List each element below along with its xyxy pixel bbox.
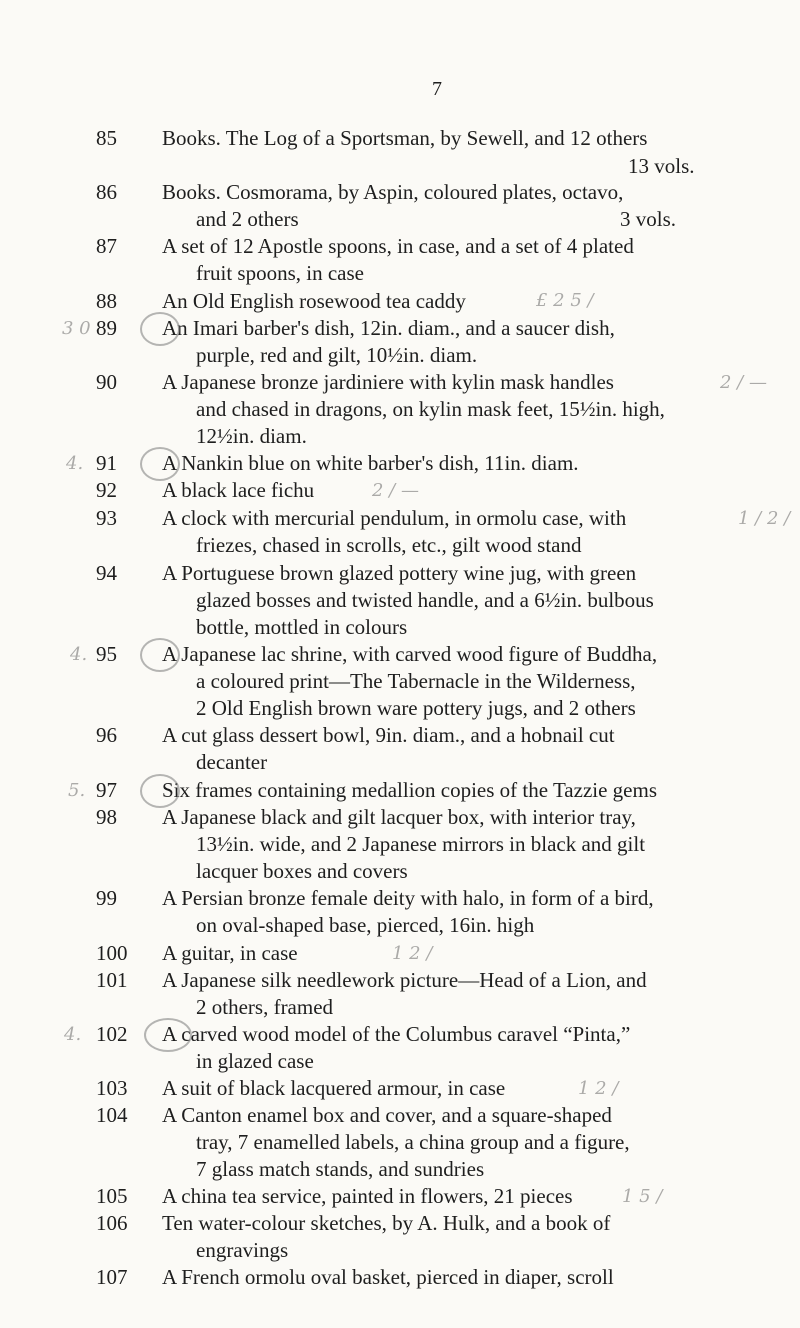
lot-description-line: 2 Old English brown ware pottery jugs, and 2 others	[196, 696, 636, 720]
lot-description-line: 2 others, framed	[196, 995, 334, 1019]
annotation-circle	[140, 312, 180, 346]
lot-description-line: on oval-shaped base, pierced, 16in. high	[196, 913, 535, 937]
lot-description-line: A Japanese silk needlework picture—Head of a Lion, and	[162, 968, 647, 992]
lot-description-line: friezes, chased in scrolls, etc., gilt wood stand	[196, 533, 582, 557]
lot-description-line: glazed bosses and twisted handle, and a 6½in. bulbous	[196, 588, 654, 612]
handwritten-note: 1 / 2 /	[738, 508, 791, 529]
lot-description-line: A suit of black lacquered armour, in case	[162, 1076, 506, 1100]
handwritten-note: 1 2 /	[392, 943, 433, 964]
lot-quantity: 13 vols.	[628, 154, 695, 178]
lot-description-line: A Nankin blue on white barber's dish, 11in. diam.	[162, 451, 579, 475]
handwritten-note: £ 2 5 /	[536, 290, 594, 311]
lot-description-line: A Canton enamel box and cover, and a square-shaped	[162, 1103, 612, 1127]
lot-description-line: fruit spoons, in case	[196, 261, 364, 285]
lot-description-line: A Persian bronze female deity with halo, in form of a bird,	[162, 886, 654, 910]
lot-description-line: A French ormolu oval basket, pierced in diaper, scroll	[162, 1265, 614, 1289]
annotation-circle	[140, 638, 180, 672]
lot-description-line: lacquer boxes and covers	[196, 859, 408, 883]
lot-description-line: Ten water-colour sketches, by A. Hulk, and a book of	[162, 1211, 611, 1235]
lot-number: 85	[96, 126, 117, 150]
lot-description-line: A china tea service, painted in flowers, 21 pieces	[162, 1184, 573, 1208]
lot-description-line: A Japanese bronze jardiniere with kylin mask handles	[162, 370, 614, 394]
lot-number: 96	[96, 723, 117, 747]
lot-description-line: A Japanese black and gilt lacquer box, with interior tray,	[162, 805, 636, 829]
lot-description-line: An Old English rosewood tea caddy	[162, 289, 466, 313]
page-number: 7	[432, 78, 443, 100]
lot-number: 100	[96, 941, 128, 965]
handwritten-note: 2 / —	[372, 480, 419, 501]
annotation-circle	[144, 1018, 192, 1052]
lot-description-line: in glazed case	[196, 1049, 314, 1073]
lot-description-line: a coloured print—The Tabernacle in the Wilderness,	[196, 669, 636, 693]
lot-number: 102	[96, 1022, 128, 1046]
lot-description-line: decanter	[196, 750, 268, 774]
handwritten-price: 4.	[70, 644, 88, 665]
lot-description-line: Six frames containing medallion copies of the Tazzie gems	[162, 778, 657, 802]
lot-number: 104	[96, 1103, 128, 1127]
lot-description-line: A carved wood model of the Columbus caravel “Pinta,”	[162, 1022, 631, 1046]
lot-description-line: and chased in dragons, on kylin mask feet, 15½in. high,	[196, 397, 665, 421]
lot-description-line: An Imari barber's dish, 12in. diam., and a saucer dish,	[162, 316, 615, 340]
lot-description-line: purple, red and gilt, 10½in. diam.	[196, 343, 478, 367]
lot-number: 91	[96, 451, 117, 475]
lot-description-line: A set of 12 Apostle spoons, in case, and a set of 4 plated	[162, 234, 634, 258]
lot-number: 92	[96, 478, 117, 502]
lot-number: 89	[96, 316, 117, 340]
lot-number: 105	[96, 1184, 128, 1208]
lot-description-line: 13½in. wide, and 2 Japanese mirrors in black and gilt	[196, 832, 646, 856]
lot-number: 97	[96, 778, 117, 802]
lot-description-line: A cut glass dessert bowl, 9in. diam., and a hobnail cut	[162, 723, 615, 747]
handwritten-price: 4.	[64, 1024, 82, 1045]
handwritten-price: 3 0	[62, 318, 91, 339]
lot-number: 101	[96, 968, 128, 992]
lot-description-line: tray, 7 enamelled labels, a china group and a figure,	[196, 1130, 630, 1154]
lot-description-line: Books. Cosmorama, by Aspin, coloured plates, octavo,	[162, 180, 624, 204]
handwritten-note: 1 2 /	[578, 1078, 619, 1099]
lot-description-line: A guitar, in case	[162, 941, 298, 965]
lot-number: 86	[96, 180, 117, 204]
lot-number: 103	[96, 1076, 128, 1100]
handwritten-note: 1 5 /	[622, 1186, 663, 1207]
lot-description-line: engravings	[196, 1238, 289, 1262]
lot-description-line: A clock with mercurial pendulum, in ormolu case, with	[162, 506, 627, 530]
handwritten-price: 4.	[66, 453, 84, 474]
lot-number: 88	[96, 289, 117, 313]
lot-description-line: bottle, mottled in colours	[196, 615, 408, 639]
handwritten-note: 2 / —	[720, 372, 767, 393]
lot-number: 94	[96, 561, 117, 585]
lot-number: 107	[96, 1265, 128, 1289]
lot-description-line: and 2 others	[196, 207, 299, 231]
lot-description-line: 7 glass match stands, and sundries	[196, 1157, 485, 1181]
lot-description-line: 12½in. diam.	[196, 424, 307, 448]
annotation-circle	[140, 447, 180, 481]
lot-number: 95	[96, 642, 117, 666]
lot-number: 106	[96, 1211, 128, 1235]
lot-quantity: 3 vols.	[620, 207, 677, 231]
lot-number: 99	[96, 886, 117, 910]
handwritten-price: 5.	[68, 780, 86, 801]
lot-number: 87	[96, 234, 117, 258]
lot-number: 90	[96, 370, 117, 394]
lot-number: 98	[96, 805, 117, 829]
lot-description-line: Books. The Log of a Sportsman, by Sewell, and 12 others	[162, 126, 648, 150]
lot-description-line: A Portuguese brown glazed pottery wine jug, with green	[162, 561, 637, 585]
lot-number: 93	[96, 506, 117, 530]
lot-description-line: A black lace fichu	[162, 478, 315, 502]
lot-description-line: A Japanese lac shrine, with carved wood figure of Buddha,	[162, 642, 658, 666]
annotation-circle	[140, 774, 180, 808]
